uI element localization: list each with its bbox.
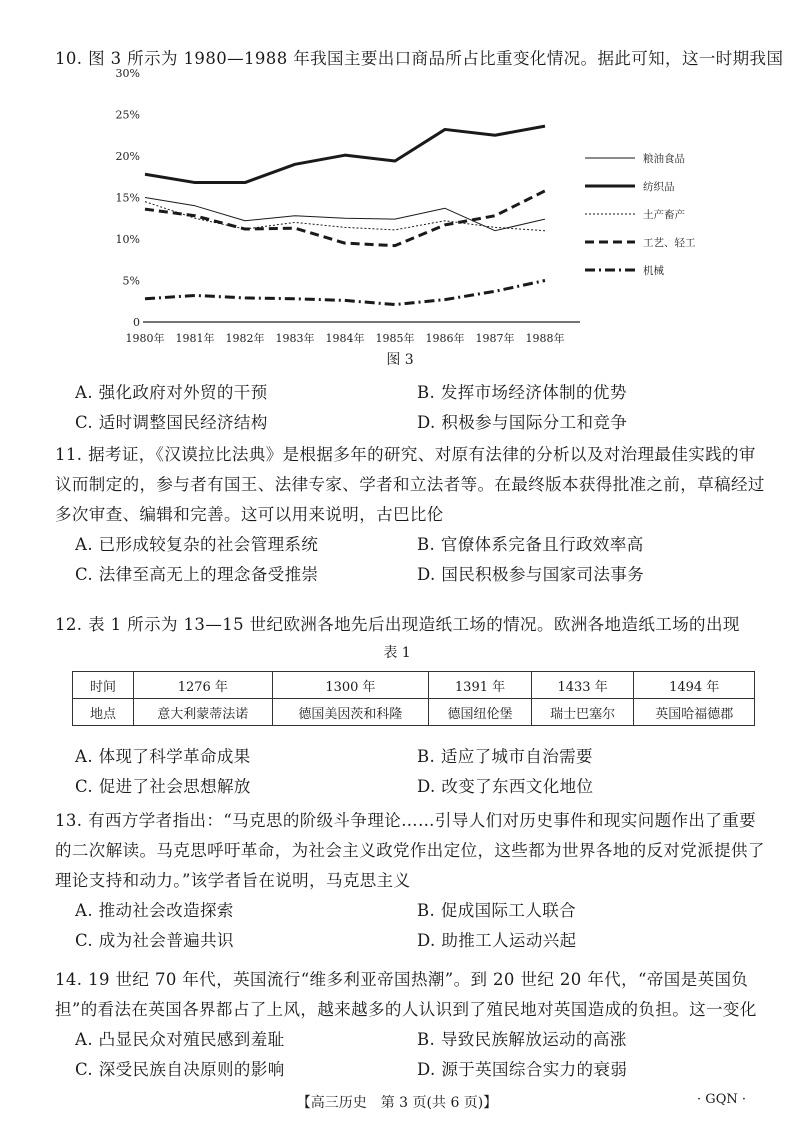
series-line (145, 126, 545, 182)
x-tick-label: 1987年 (475, 332, 515, 345)
x-tick-label: 1986年 (425, 332, 465, 345)
table-cell: 德国美因茨和科隆 (272, 699, 429, 726)
figure-caption: 图 3 (386, 352, 414, 368)
question-11-stem: 11. 据考证，《汉谟拉比法典》是根据多年的研究、对原有法律的分析以及对治理最佳实践的审议而制定的，参与者有国王、法律专家、学者和立法者等。在最终版本获得批准之前，草稿经过多次审查、编辑和完善。这可以用来说明，古巴比伦 (55, 445, 765, 524)
table-caption: 表 1 (383, 645, 411, 661)
x-tick-label: 1982年 (225, 332, 265, 345)
y-tick-label: 0 (133, 316, 140, 329)
option-a[interactable]: A. 强化政府对外贸的干预 (75, 383, 268, 402)
legend-label: 纺织品 (643, 181, 675, 193)
question-14-stem: 14. 19 世纪 70 年代，英国流行“维多利亚帝国热潮”。到 20 世纪 20 年代，“帝国是英国负担”的看法在英国各界都占了上风，越来越多的人认识到了殖民地对英国造成的负担。这一变化 (55, 970, 757, 1019)
option-b[interactable]: B. 官僚体系完备且行政效率高 (417, 535, 644, 554)
legend-label: 土产畜产 (643, 209, 685, 221)
option-b[interactable]: B. 发挥市场经济体制的优势 (417, 383, 627, 402)
option-a[interactable]: A. 体现了科学革命成果 (75, 747, 251, 766)
option-b[interactable]: B. 导致民族解放运动的高涨 (417, 1030, 627, 1049)
x-tick-label: 1985年 (375, 332, 415, 345)
table-cell: 英国哈福德郡 (634, 699, 755, 726)
question-10-options (55, 378, 770, 438)
table-cell: 1300 年 (272, 672, 429, 699)
option-b[interactable]: B. 适应了城市自治需要 (417, 747, 593, 766)
option-b[interactable]: B. 促成国际工人联合 (417, 901, 577, 920)
option-c[interactable]: C. 成为社会普遍共识 (75, 931, 234, 950)
page-footer: 【高三历史 第 3 页(共 6 页)】 (296, 1095, 498, 1111)
x-tick-label: 1988年 (525, 332, 565, 345)
table-cell: 瑞士巴塞尔 (531, 699, 634, 726)
question-10-stem: 10. 图 3 所示为 1980—1988 年我国主要出口商品所占比重变化情况。据此可知，这一时期我国 (55, 49, 784, 68)
table-cell: 1276 年 (134, 672, 273, 699)
option-c[interactable]: C. 法律至高无上的理念备受推崇 (75, 565, 319, 584)
option-a[interactable]: A. 已形成较复杂的社会管理系统 (75, 535, 319, 554)
option-c[interactable]: C. 深受民族自决原则的影响 (75, 1060, 285, 1079)
table-cell: 1433 年 (531, 672, 634, 699)
question-12-options (55, 742, 770, 802)
table-1 (72, 671, 755, 726)
legend-label: 工艺、轻工 (643, 237, 696, 249)
x-tick-label: 1980年 (125, 332, 165, 345)
question-12 (55, 610, 770, 640)
option-c[interactable]: C. 适时调整国民经济结构 (75, 413, 268, 432)
y-tick-label: 25% (115, 108, 140, 122)
table-row (73, 672, 755, 699)
question-14 (55, 965, 770, 1085)
option-d[interactable]: D. 改变了东西文化地位 (417, 777, 594, 796)
question-12-stem: 12. 表 1 所示为 13—15 世纪欧洲各地先后出现造纸工场的情况。欧洲各地造纸工场的出现 (55, 615, 740, 634)
table-cell: 意大利蒙蒂法诺 (134, 699, 273, 726)
x-tick-label: 1981年 (175, 332, 215, 345)
option-d[interactable]: D. 国民积极参与国家司法事务 (417, 565, 645, 584)
option-a[interactable]: A. 推动社会改造探索 (75, 901, 234, 920)
table-cell: 1391 年 (429, 672, 532, 699)
y-tick-label: 20% (115, 150, 140, 163)
question-13 (55, 806, 770, 956)
table-header-place: 地点 (73, 699, 134, 726)
y-tick-label: 10% (115, 233, 140, 246)
option-d[interactable]: D. 积极参与国际分工和竞争 (417, 413, 628, 432)
y-tick-label: 15% (115, 191, 140, 205)
question-11 (55, 440, 770, 590)
series-line (145, 202, 545, 231)
y-tick-label: 30% (115, 67, 140, 80)
question-13-stem: 13. 有西方学者指出：“马克思的阶级斗争理论……引导人们对历史事件和现实问题作出了重要的二次解读。马克思呼吁革命，为社会主义政党作出定位，这些都为世界各地的反对党派提供了理论支持和动力。”该学者旨在说明，马克思主义 (55, 811, 765, 890)
table-header-time: 时间 (73, 672, 134, 699)
line-chart (110, 60, 750, 370)
table-cell: 1494 年 (634, 672, 755, 699)
paper-code: · GQN · (697, 1092, 746, 1107)
x-tick-label: 1983年 (275, 332, 315, 345)
option-c[interactable]: C. 促进了社会思想解放 (75, 777, 251, 796)
series-line (145, 281, 545, 305)
option-a[interactable]: A. 凸显民众对殖民感到羞耻 (75, 1030, 285, 1049)
legend-label: 粮油食品 (643, 153, 685, 165)
y-tick-label: 5% (122, 274, 140, 288)
table-row (73, 699, 755, 726)
option-d[interactable]: D. 助推工人运动兴起 (417, 931, 577, 950)
option-d[interactable]: D. 源于英国综合实力的衰弱 (417, 1060, 628, 1079)
figure-3-chart (110, 60, 750, 370)
legend-label: 机械 (643, 265, 664, 277)
table-cell: 德国纽伦堡 (429, 699, 532, 726)
x-tick-label: 1984年 (325, 332, 365, 345)
